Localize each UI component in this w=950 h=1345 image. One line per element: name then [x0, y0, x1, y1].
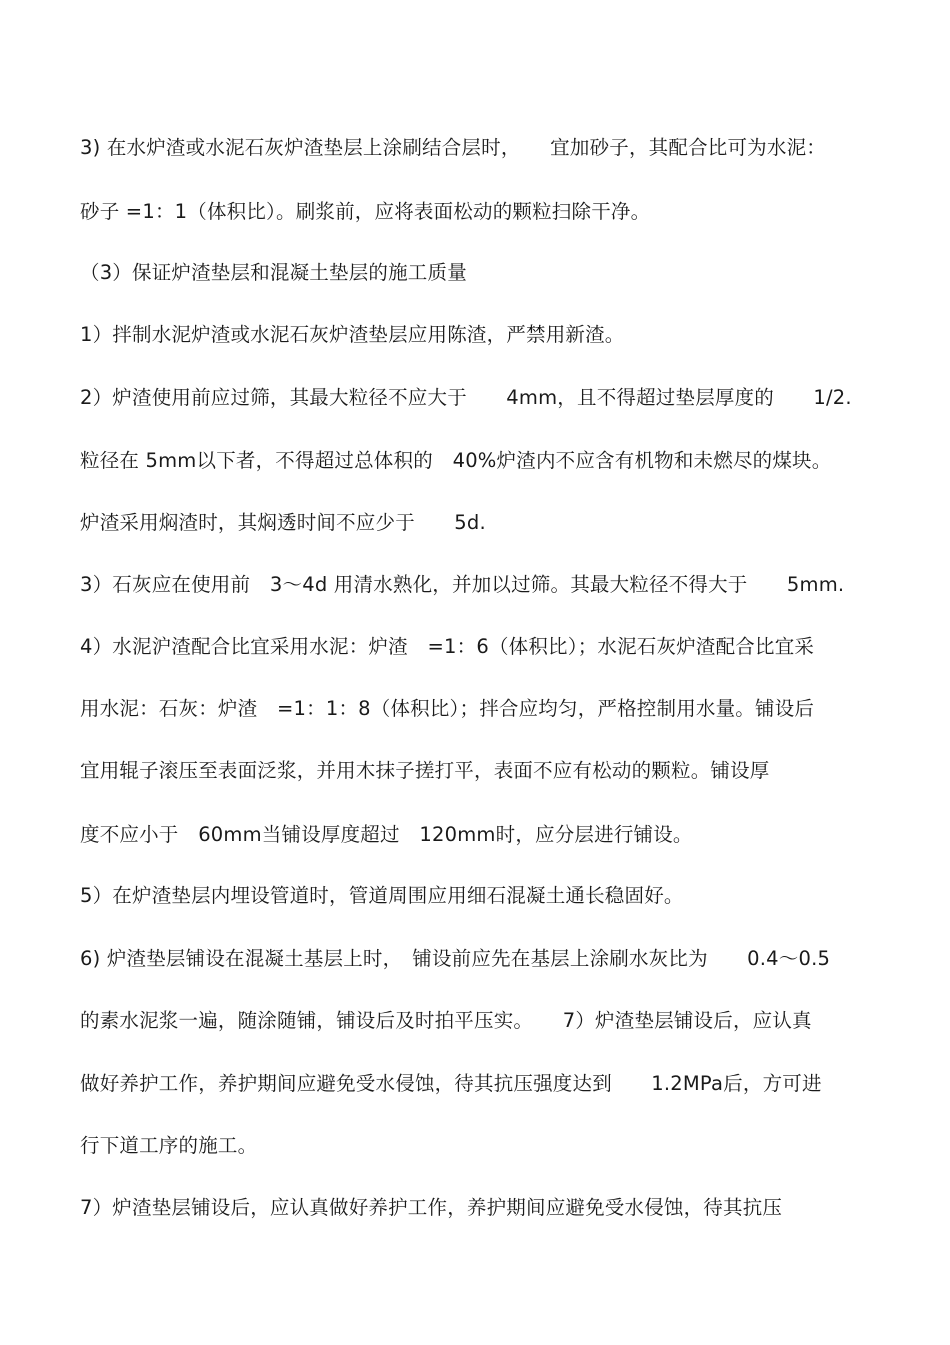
text-line: 7）炉渣垫层铺设后，应认真做好养护工作，养护期间应避免受水侵蚀，待其抗压 [80, 1196, 783, 1219]
text-line: 粒径在 5mm以下者，不得超过总体积的 40%炉渣内不应含有机物和未燃尽的煤块。 [80, 449, 832, 472]
text-line: 用水泥：石灰：炉渣 =1：1：8（体积比）；拌合应均匀，严格控制用水量。铺设后 [80, 697, 815, 720]
text-line: 3）石灰应在使用前 3～4d 用清水熟化，并加以过筛。其最大粒径不得大于 5mm. [80, 573, 845, 596]
text-line: 4）水泥沪渣配合比宜采用水泥：炉渣 =1：6（体积比）；水泥石灰炉渣配合比宜采 [80, 635, 815, 658]
text-line: 的素水泥浆一遍，随涂随铺，铺设后及时拍平压实。 7）炉渣垫层铺设后，应认真 [80, 1009, 812, 1032]
text-line: 1）拌制水泥炉渣或水泥石灰炉渣垫层应用陈渣，严禁用新渣。 [80, 323, 625, 346]
text-line: 度不应小于 60mm当铺设厚度超过 120mm时，应分层进行铺设。 [80, 823, 693, 846]
text-line: 宜用辊子滚压至表面泛浆，并用木抹子搓打平，表面不应有松动的颗粒。铺设厚 [80, 759, 770, 782]
text-line: 砂子 =1：1（体积比）。刷浆前，应将表面松动的颗粒扫除干净。 [80, 200, 651, 223]
text-line: 5）在炉渣垫层内埋设管道时，管道周围应用细石混凝土通长稳固好。 [80, 884, 684, 907]
text-line: 炉渣采用焖渣时，其焖透时间不应少于 5d. [80, 511, 486, 534]
text-line: 6) 炉渣垫层铺设在混凝土基层上时， 铺设前应先在基层上涂刷水灰比为 0.4～0.5 [80, 947, 831, 970]
section-heading: （3）保证炉渣垫层和混凝土垫层的施工质量 [80, 261, 467, 284]
text-line: 2）炉渣使用前应过筛，其最大粒径不应大于 4mm，且不得超过垫层厚度的 1/2. [80, 386, 852, 409]
text-line: 3) 在水炉渣或水泥石灰炉渣垫层上涂刷结合层时， 宜加砂子，其配合比可为水泥： [80, 136, 826, 159]
text-line: 行下道工序的施工。 [80, 1134, 258, 1157]
text-line: 做好养护工作，养护期间应避免受水侵蚀，待其抗压强度达到 1.2MPa后，方可进 [80, 1072, 822, 1095]
